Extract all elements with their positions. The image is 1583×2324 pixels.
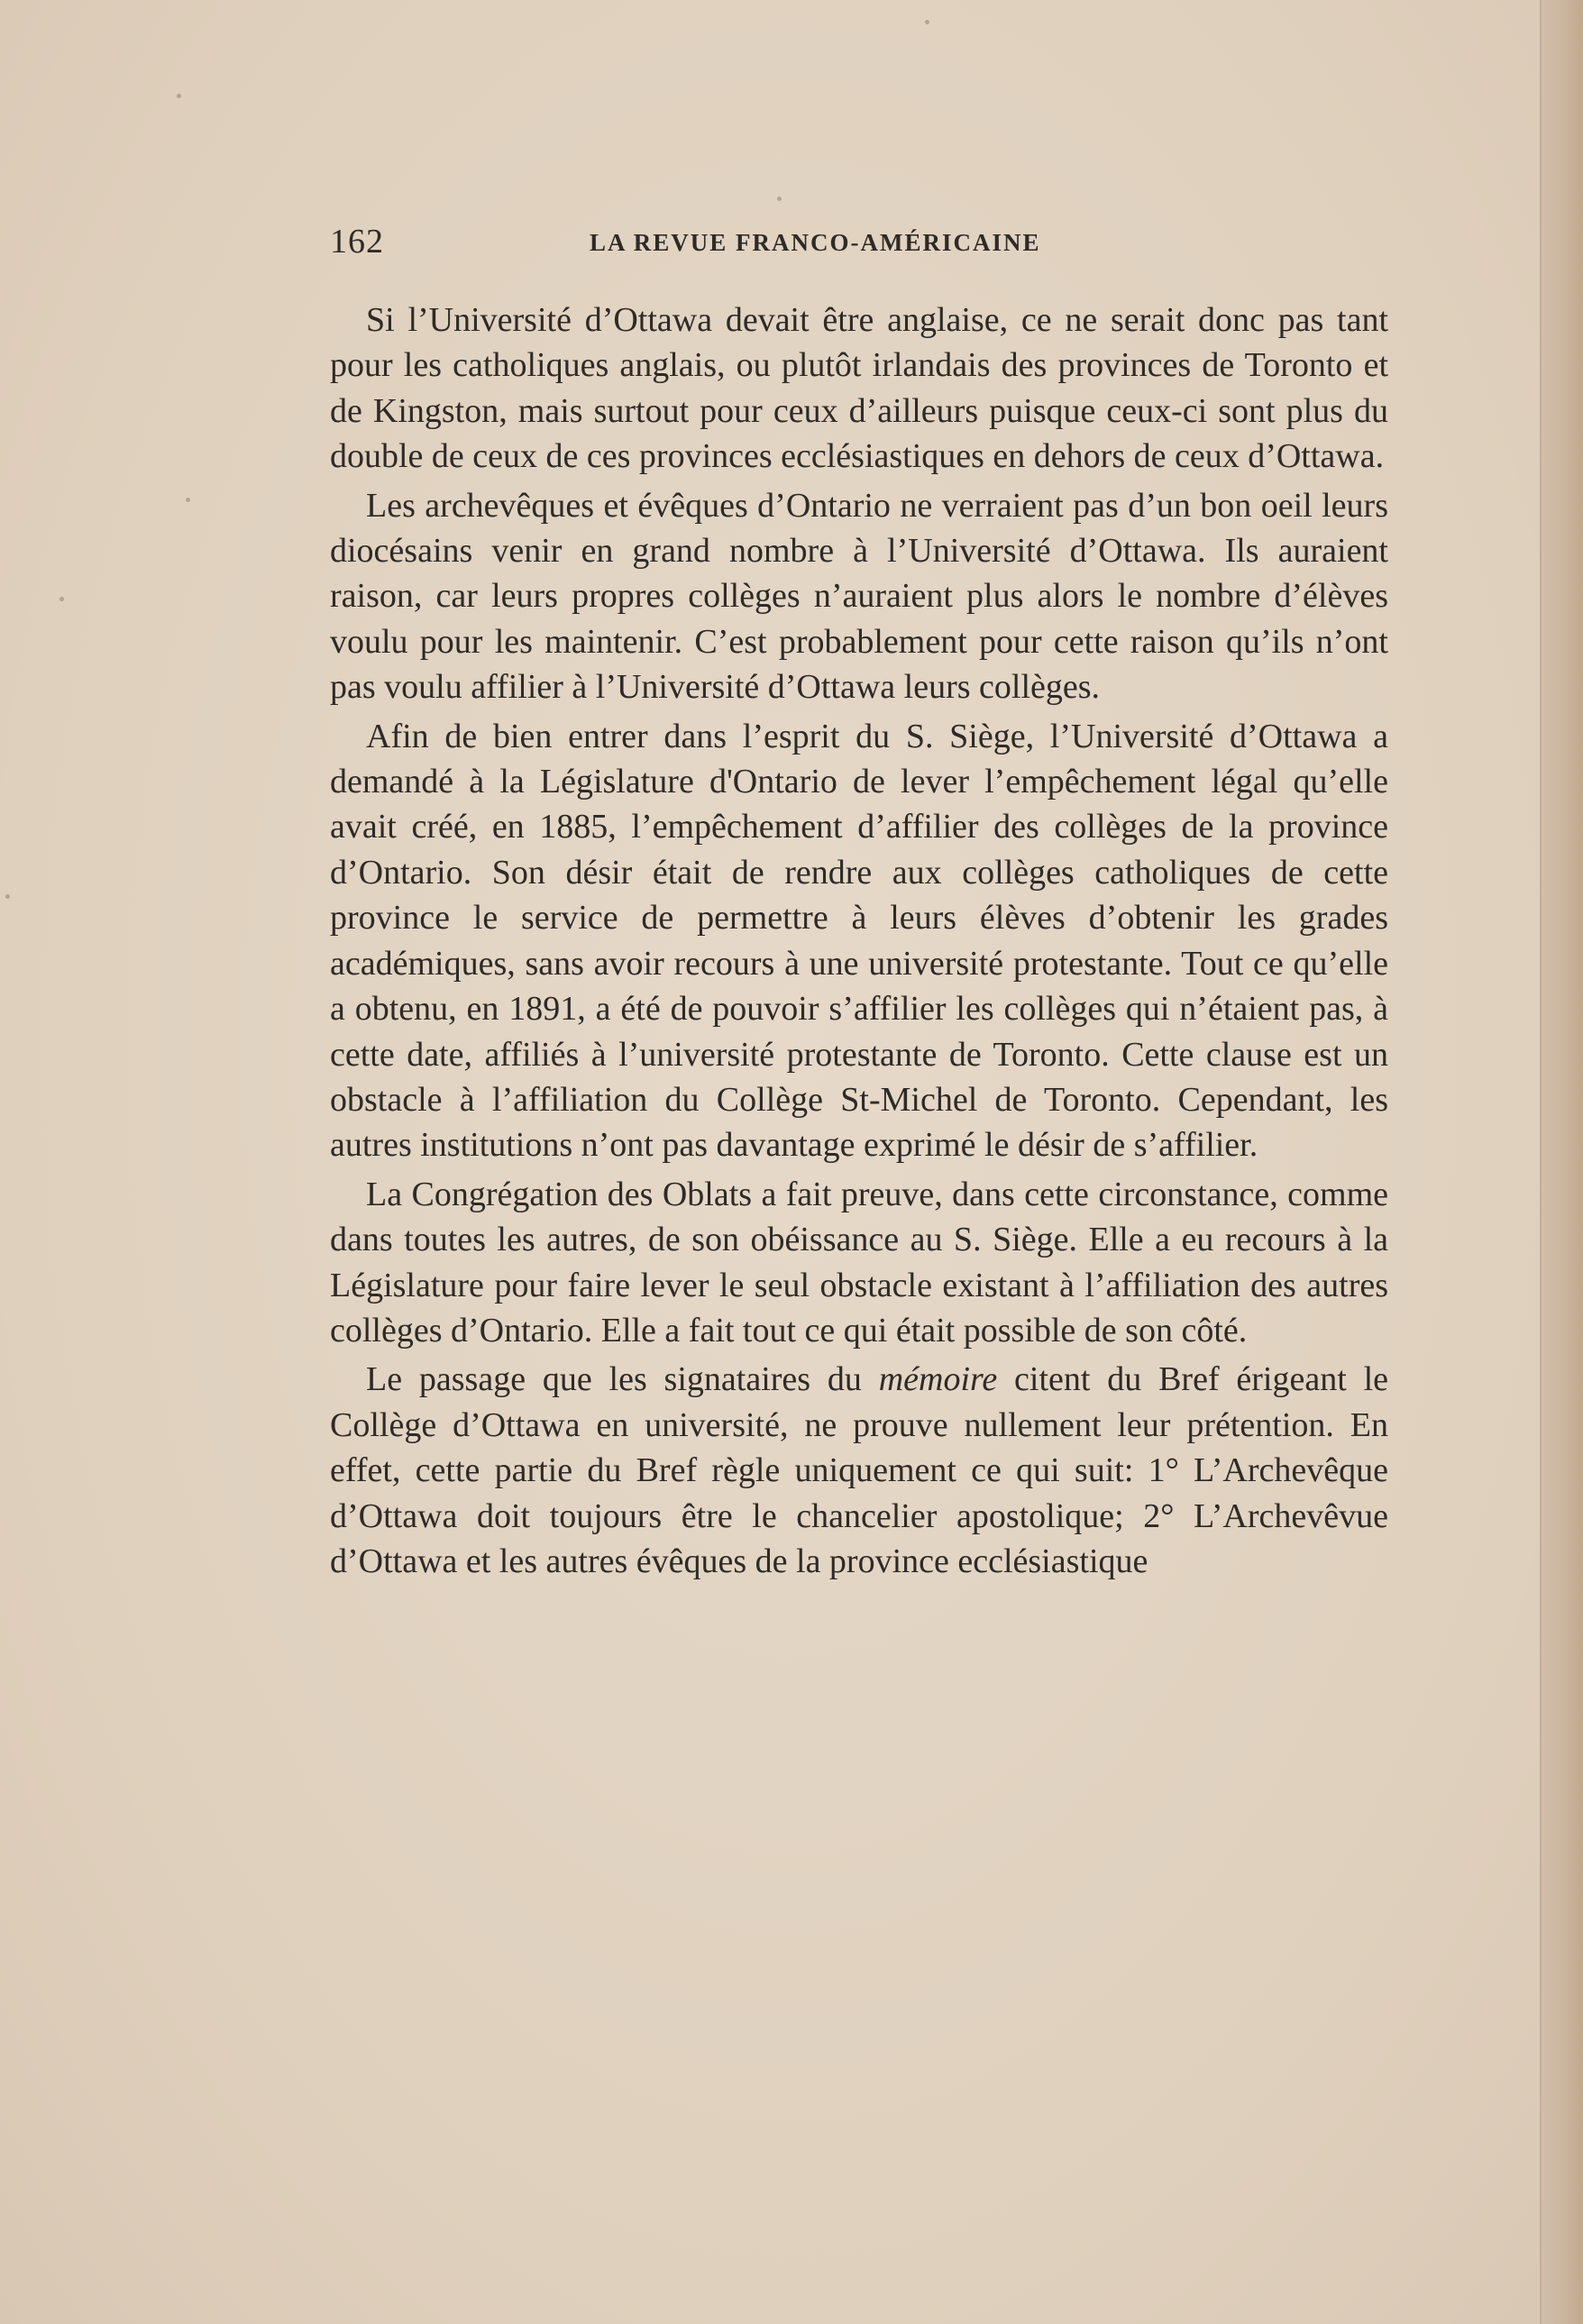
paragraph: [330, 1357, 1388, 1584]
page-number: 162: [330, 223, 384, 261]
running-title: LA REVUE FRANCO-AMÉRICAINE: [590, 229, 1041, 256]
paragraph: Afin de bien entrer dans l’esprit du S. Siège, l’Université d’Ottawa a demandé à la Législature d'Ontario de lever l’empêchement légal qu’elle avait créé, en 1885, l’empêchement d’affilier des collèges de la province d’Ontario. Son désir était de rendre aux collèges catholiques de cette province le service de permettre à leurs élèves d’obtenir les grades académiques, sans avoir recours à une université protestante. Tout ce qu’elle a obtenu, en 1891, a été de pouvoir s’affilier les collèges qui n’étaient pas, à cette date, affiliés à l’université protestante de Toronto. Cette clause est un obstacle à l’affiliation du Collège St-Michel de Toronto. Cependant, les autres institutions n’ont pas davantage exprimé le désir de s’affilier.: [330, 717, 1388, 1165]
paper-speck: [5, 894, 10, 899]
body-text: [330, 297, 1388, 1587]
italic-term: mémoire: [878, 1360, 998, 1399]
paper-speck: [186, 498, 190, 502]
paper-speck: [59, 597, 64, 601]
paragraph: Si l’Université d’Ottawa devait être anglaise, ce ne serait donc pas tant pour les catholiques anglais, ou plutôt irlandais des provinces de Toronto et de Kingston, mais surtout pour ceux d’ailleurs puisque ceux-ci sont plus du double de ceux de ces provinces ecclésiastiques en dehors de ceux d’Ottawa.: [330, 301, 1388, 476]
paper-speck: [177, 94, 181, 98]
text-run: citent du Bref érigeant le Collège d’Ottawa en université, ne prouve nullement leur prétention. En effet, cette partie du Bref règle uniquement ce qui suit: 1° L’Archevêque d’Ottawa doit toujours être le chancelier apostolique; 2° L’Archevêvue d’Ottawa et les autres évêques de la province ecclésiastique: [330, 1360, 1389, 1580]
text-run: Le passage que les signataires du: [366, 1360, 879, 1399]
paper-speck: [777, 197, 782, 201]
paragraph: Les archevêques et évêques d’Ontario ne verraient pas d’un bon oeil leurs diocésains venir en grand nombre à l’Université d’Ottawa. Ils auraient raison, car leurs propres collèges n’auraient plus alors le nombre d’élèves voulu pour les maintenir. C’est probablement pour cette raison qu’ils n’ont pas voulu affilier à l’Université d’Ottawa leurs collèges.: [330, 486, 1388, 707]
paper-speck: [925, 20, 929, 24]
page-edge: [1540, 0, 1583, 2324]
paragraph: La Congrégation des Oblats a fait preuve, dans cette circonstance, comme dans toutes les autres, de son obéissance au S. Siège. Elle a eu recours à la Législature pour faire lever le seul obstacle existant à l’affiliation des autres collèges d’Ontario. Elle a fait tout ce qui était possible de son côté.: [330, 1175, 1388, 1350]
page-header: [330, 222, 1388, 267]
